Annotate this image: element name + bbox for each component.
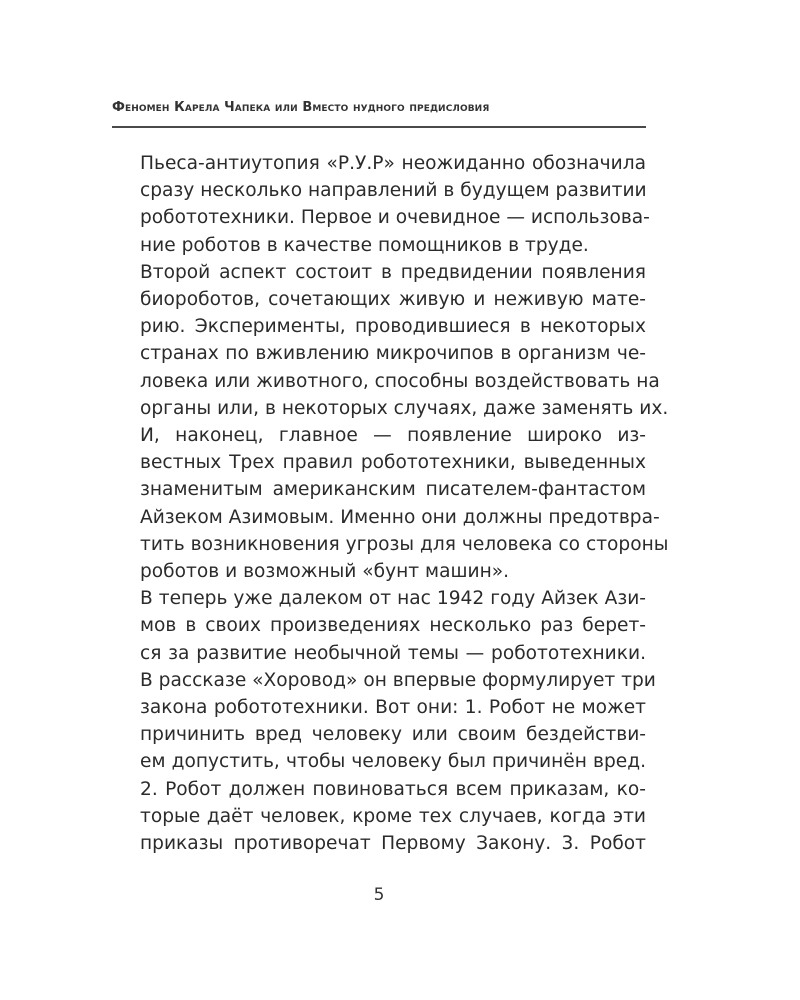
text-line: В рассказе «Хоровод» он впервые формулирует три	[140, 669, 656, 691]
text-line: ние роботов в качестве помощников в труде.	[140, 234, 589, 256]
text-line: биороботов, сочетающих живую и неживую мате-	[140, 289, 646, 311]
text-line: роботов и возможный «бунт машин».	[140, 561, 510, 583]
paragraph-biorobots	[112, 259, 669, 422]
text-line: Пьеса-антиутопия «Р.У.Р» неожиданно обозначила	[140, 153, 646, 174]
text-line: мов в своих произведениях несколько раз берет-	[140, 615, 646, 637]
text-line: И, наконец, главное — появление широко из-	[140, 425, 646, 447]
text-line: ся за развитие необычной темы — робототехники.	[140, 642, 646, 664]
running-head	[112, 90, 646, 128]
text-line: тить возникновения угрозы для человека со стороны	[140, 533, 669, 555]
text-line: В теперь уже далеком от нас 1942 году Айзек Ази-	[140, 588, 646, 610]
text-line: причинить вред человеку или своим бездействи-	[140, 724, 646, 746]
text-line: знаменитым американским писателем-фантастом	[140, 479, 646, 501]
text-line: закона робототехники. Вот они: 1. Робот не может	[140, 697, 646, 719]
text-line: Второй аспект состоит в предвидении появления	[140, 261, 646, 283]
text-line: приказы противоречат Первому Закону. 3. Робот	[140, 833, 646, 855]
paragraph-three-laws	[112, 422, 669, 585]
text-line: органы или, в некоторых случаях, даже заменять их.	[140, 397, 669, 419]
text-line: торые даёт человек, кроме тех случаев, когда эти	[140, 805, 646, 827]
running-head-title: Феномен Карела Чапека или Вместо нудного предисловия	[112, 100, 490, 115]
text-line: 2. Робот должен повиноваться всем приказам, ко-	[140, 778, 646, 800]
text-line: вестных Трех правил робототехники, выведенных	[140, 452, 646, 474]
paragraph-rur	[112, 150, 650, 259]
text-line: ем допустить, чтобы человеку был причинён вред.	[140, 751, 646, 773]
text-line: Айзеком Азимовым. Именно они должны предотвра-	[140, 506, 660, 528]
text-line: робототехники. Первое и очевидное — использова-	[140, 207, 650, 229]
page-number: 5	[373, 885, 385, 905]
text-line: странах по вживлению микрочипов в организм че-	[140, 343, 646, 365]
text-line: рию. Эксперименты, проводившиеся в некоторых	[140, 316, 646, 338]
body-text	[112, 150, 669, 857]
text-line: сразу несколько направлений в будущем развитии	[140, 180, 647, 202]
paragraph-asimov-1942	[112, 585, 656, 857]
text-line: ловека или животного, способны воздействовать на	[140, 370, 660, 392]
